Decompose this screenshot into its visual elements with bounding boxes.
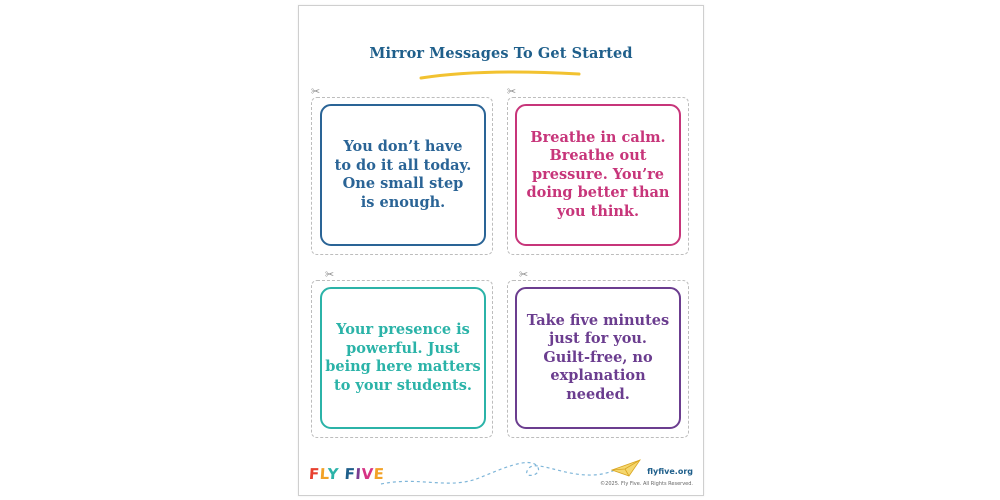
card-message: Breathe in calm. Breathe out pressure. You’re doing better than you think.: [526, 128, 670, 220]
card-message: Your presence is powerful. Just being here matters to your students.: [325, 321, 481, 394]
card-message: Take five minutes just for you. Guilt-free, no explanation needed.: [526, 311, 670, 403]
scissors-icon: ✂: [325, 268, 335, 281]
card-message: You don’t have to do it all today. One small step is enough.: [334, 138, 472, 211]
scissors-icon: ✂: [311, 85, 321, 98]
message-card-1: [320, 104, 486, 246]
page-title: Mirror Messages To Get Started: [369, 45, 633, 62]
message-card-4: [515, 287, 681, 429]
message-card-2: [515, 104, 681, 246]
message-card-3: [320, 287, 486, 429]
paper-plane-icon: [611, 458, 641, 478]
flight-path: [379, 456, 619, 491]
website-link[interactable]: flyfive.org: [647, 467, 693, 476]
title-underline: [419, 68, 581, 82]
worksheet-page: [298, 5, 704, 496]
copyright-text: ©2025. Fly Five. All Rights Reserved.: [600, 481, 693, 487]
scissors-icon: ✂: [507, 85, 517, 98]
fly-five-logo: FLY FIVE: [308, 465, 385, 483]
scissors-icon: ✂: [519, 268, 529, 281]
